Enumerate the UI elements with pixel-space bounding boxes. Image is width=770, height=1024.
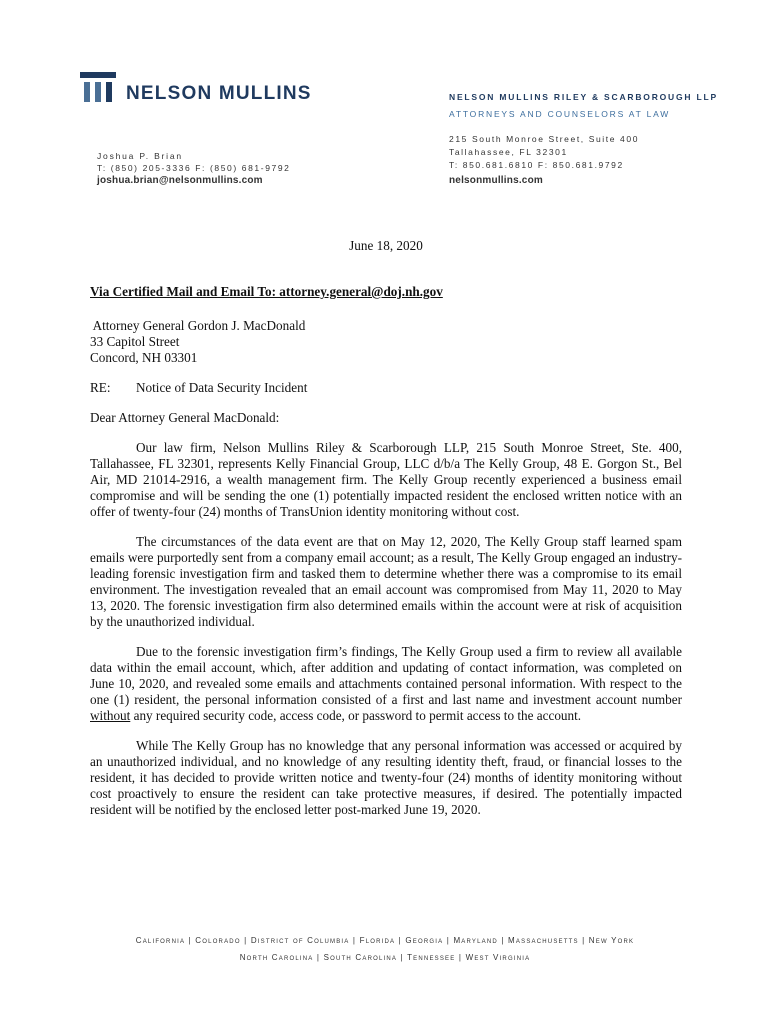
re-text: Notice of Data Security Incident (136, 380, 308, 395)
letter-date: June 18, 2020 (349, 238, 423, 253)
delivery-method: Via Certified Mail and Email To: attorney.general@doj.nh.gov (90, 284, 443, 299)
logo-text: NELSON MULLINS (126, 82, 312, 104)
paragraph-3-part-b: any required security code, access code, or password to permit access to the account. (130, 708, 582, 723)
attorney-block (97, 150, 291, 186)
attorney-name: Joshua P. Brian (97, 151, 183, 161)
recipient-line: 33 Capitol Street (90, 334, 180, 349)
firm-website: nelsonmullins.com (449, 175, 543, 186)
paragraph-3-underlined: without (90, 708, 131, 723)
paragraph-2: The circumstances of the data event are that on May 12, 2020, The Kelly Group staff learned spam emails were purportedly sent from a company email account; as a result, The Kelly Group engaged an industry-leading forensic investigation firm and tasked them to determine whether there was a compromise to its email environment. The investigation revealed that an email account was compromised from May 11, 2020 to May 13, 2020. The forensic investigation firm also determined emails within the account were at risk of acquisition by the unauthorized individual. (90, 534, 682, 629)
footer-offices-line-1: California | Colorado | District of Columbia | Florida | Georgia | Maryland | Massachusetts | New York (135, 936, 635, 945)
re-label: RE: (90, 380, 111, 395)
attorney-email: joshua.brian@nelsonmullins.com (97, 175, 263, 186)
firm-header (449, 92, 718, 186)
footer-offices-line-2: North Carolina | South Carolina | Tennessee | West Virginia (239, 953, 531, 962)
recipient-address (90, 318, 682, 366)
firm-city: Tallahassee, FL 32301 (449, 147, 568, 157)
firm-address (449, 133, 718, 172)
recipient-line: Concord, NH 03301 (90, 350, 198, 365)
firm-tagline: ATTORNEYS AND COUNSELORS AT LAW (449, 109, 671, 119)
firm-logo (80, 72, 312, 104)
subject-line (90, 380, 682, 396)
paragraph-1: Our law firm, Nelson Mullins Riley & Scarborough LLP, 215 South Monroe Street, Ste. 400, Tallahassee, FL 32301, represents Kelly Financial Group, LLC d/b/a The Kelly Group, 48 E. Gorgon St., Bel Air, MD 21014-2916, a wealth management firm. The Kelly Group recently experienced a business email compromise and will be sending the one (1) potentially impacted resident the enclosed written notice with an offer of twenty-four (24) months of TransUnion identity monitoring without cost. (90, 440, 682, 519)
firm-phone-fax: T: 850.681.6810 F: 850.681.9792 (449, 160, 624, 170)
paragraph-4: While The Kelly Group has no knowledge that any personal information was accessed or acquired by an unauthorized individual, and no knowledge of any resulting identity theft, fraud, or financial losses to the resident, it has decided to provide written notice and twenty-four (24) months of identity monitoring without cost proactively to ensure the resident can take protective measures, if desired. The potentially impacted resident will be notified by the enclosed letter post-marked June 19, 2020. (90, 738, 682, 817)
firm-street: 215 South Monroe Street, Suite 400 (449, 134, 640, 144)
nelson-mullins-logo-icon (80, 72, 116, 104)
recipient-line: Attorney General Gordon J. MacDonald (90, 318, 306, 333)
paragraph-3 (90, 644, 682, 724)
salutation: Dear Attorney General MacDonald: (90, 410, 280, 425)
attorney-phone-fax: T: (850) 205-3336 F: (850) 681-9792 (97, 163, 291, 173)
paragraph-3-part-a: Due to the forensic investigation firm’s findings, The Kelly Group used a firm to review all available data within the email account, which, after addition and updating of contact information, was completed on June 10, 2020, and revealed some emails and attachments contained personal information. With respect to the one (1) resident, the personal information consisted of a first and last name and investment account number (90, 644, 682, 707)
firm-name: NELSON MULLINS RILEY & SCARBOROUGH LLP (449, 92, 718, 102)
letter-body (90, 238, 682, 832)
